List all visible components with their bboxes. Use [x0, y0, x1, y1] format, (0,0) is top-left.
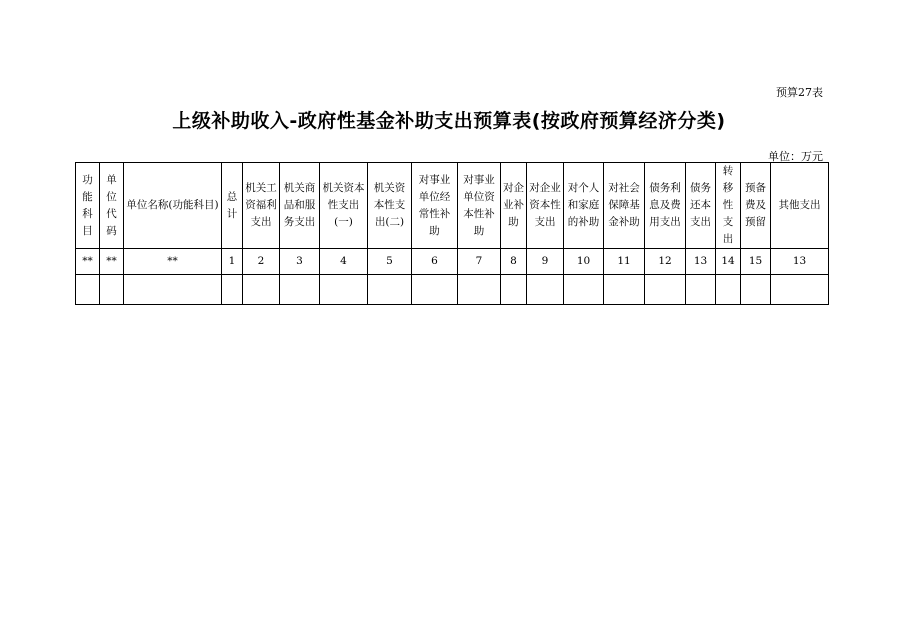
col-header-institution-capital: 对事业单位资本性补助	[458, 163, 501, 249]
code-cell: **	[100, 249, 124, 275]
col-header-org-salary: 机关工资福利支出	[243, 163, 280, 249]
code-cell: 13	[686, 249, 716, 275]
col-header-enterprise-capital: 对企业资本性支出	[527, 163, 564, 249]
data-cell	[124, 275, 222, 305]
data-cell	[741, 275, 771, 305]
data-cell	[527, 275, 564, 305]
page-title: 上级补助收入-政府性基金补助支出预算表(按政府预算经济分类)	[172, 110, 726, 132]
data-cell	[501, 275, 527, 305]
code-cell: **	[76, 249, 100, 275]
data-cell	[686, 275, 716, 305]
unit-label: 单位：万元	[768, 150, 823, 163]
col-header-org-goods-services: 机关商品和服务支出	[280, 163, 320, 249]
data-cell	[645, 275, 686, 305]
table-number: 预算27表	[776, 86, 823, 99]
col-header-org-capital-2: 机关资本性支出(二)	[368, 163, 412, 249]
code-cell: 13	[771, 249, 829, 275]
code-cell: **	[124, 249, 222, 275]
code-row	[76, 249, 829, 275]
col-header-other: 其他支出	[771, 163, 829, 249]
data-cell	[564, 275, 604, 305]
data-cell	[222, 275, 243, 305]
col-header-household-subsidy: 对个人和家庭的补助	[564, 163, 604, 249]
code-cell: 8	[501, 249, 527, 275]
budget-table	[75, 162, 829, 305]
col-header-total: 总计	[222, 163, 243, 249]
data-cell	[412, 275, 458, 305]
code-cell: 9	[527, 249, 564, 275]
code-cell: 5	[368, 249, 412, 275]
data-cell	[368, 275, 412, 305]
data-cell	[100, 275, 124, 305]
data-cell	[604, 275, 645, 305]
col-header-debt-principal: 债务还本支出	[686, 163, 716, 249]
col-header-debt-interest: 债务利息及费用支出	[645, 163, 686, 249]
code-cell: 12	[645, 249, 686, 275]
col-header-unit-code: 单位代码	[100, 163, 124, 249]
code-cell: 10	[564, 249, 604, 275]
col-header-social-security-fund: 对社会保障基金补助	[604, 163, 645, 249]
data-cell	[716, 275, 741, 305]
data-cell	[458, 275, 501, 305]
col-header-function-subject: 功能科目	[76, 163, 100, 249]
data-cell	[320, 275, 368, 305]
code-cell: 14	[716, 249, 741, 275]
header-row	[76, 163, 829, 249]
data-cell	[771, 275, 829, 305]
data-cell	[76, 275, 100, 305]
code-cell: 3	[280, 249, 320, 275]
data-cell	[243, 275, 280, 305]
code-cell: 4	[320, 249, 368, 275]
code-cell: 6	[412, 249, 458, 275]
table-row	[76, 275, 829, 305]
code-cell: 11	[604, 249, 645, 275]
code-cell: 1	[222, 249, 243, 275]
col-header-enterprise-subsidy: 对企业补助	[501, 163, 527, 249]
data-cell	[280, 275, 320, 305]
col-header-org-capital-1: 机关资本性支出(一)	[320, 163, 368, 249]
col-header-reserve: 预备费及预留	[741, 163, 771, 249]
code-cell: 15	[741, 249, 771, 275]
col-header-unit-name: 单位名称(功能科目)	[124, 163, 222, 249]
code-cell: 7	[458, 249, 501, 275]
col-header-transfer: 转移性支出	[716, 163, 741, 249]
col-header-institution-recurrent: 对事业单位经常性补助	[412, 163, 458, 249]
code-cell: 2	[243, 249, 280, 275]
